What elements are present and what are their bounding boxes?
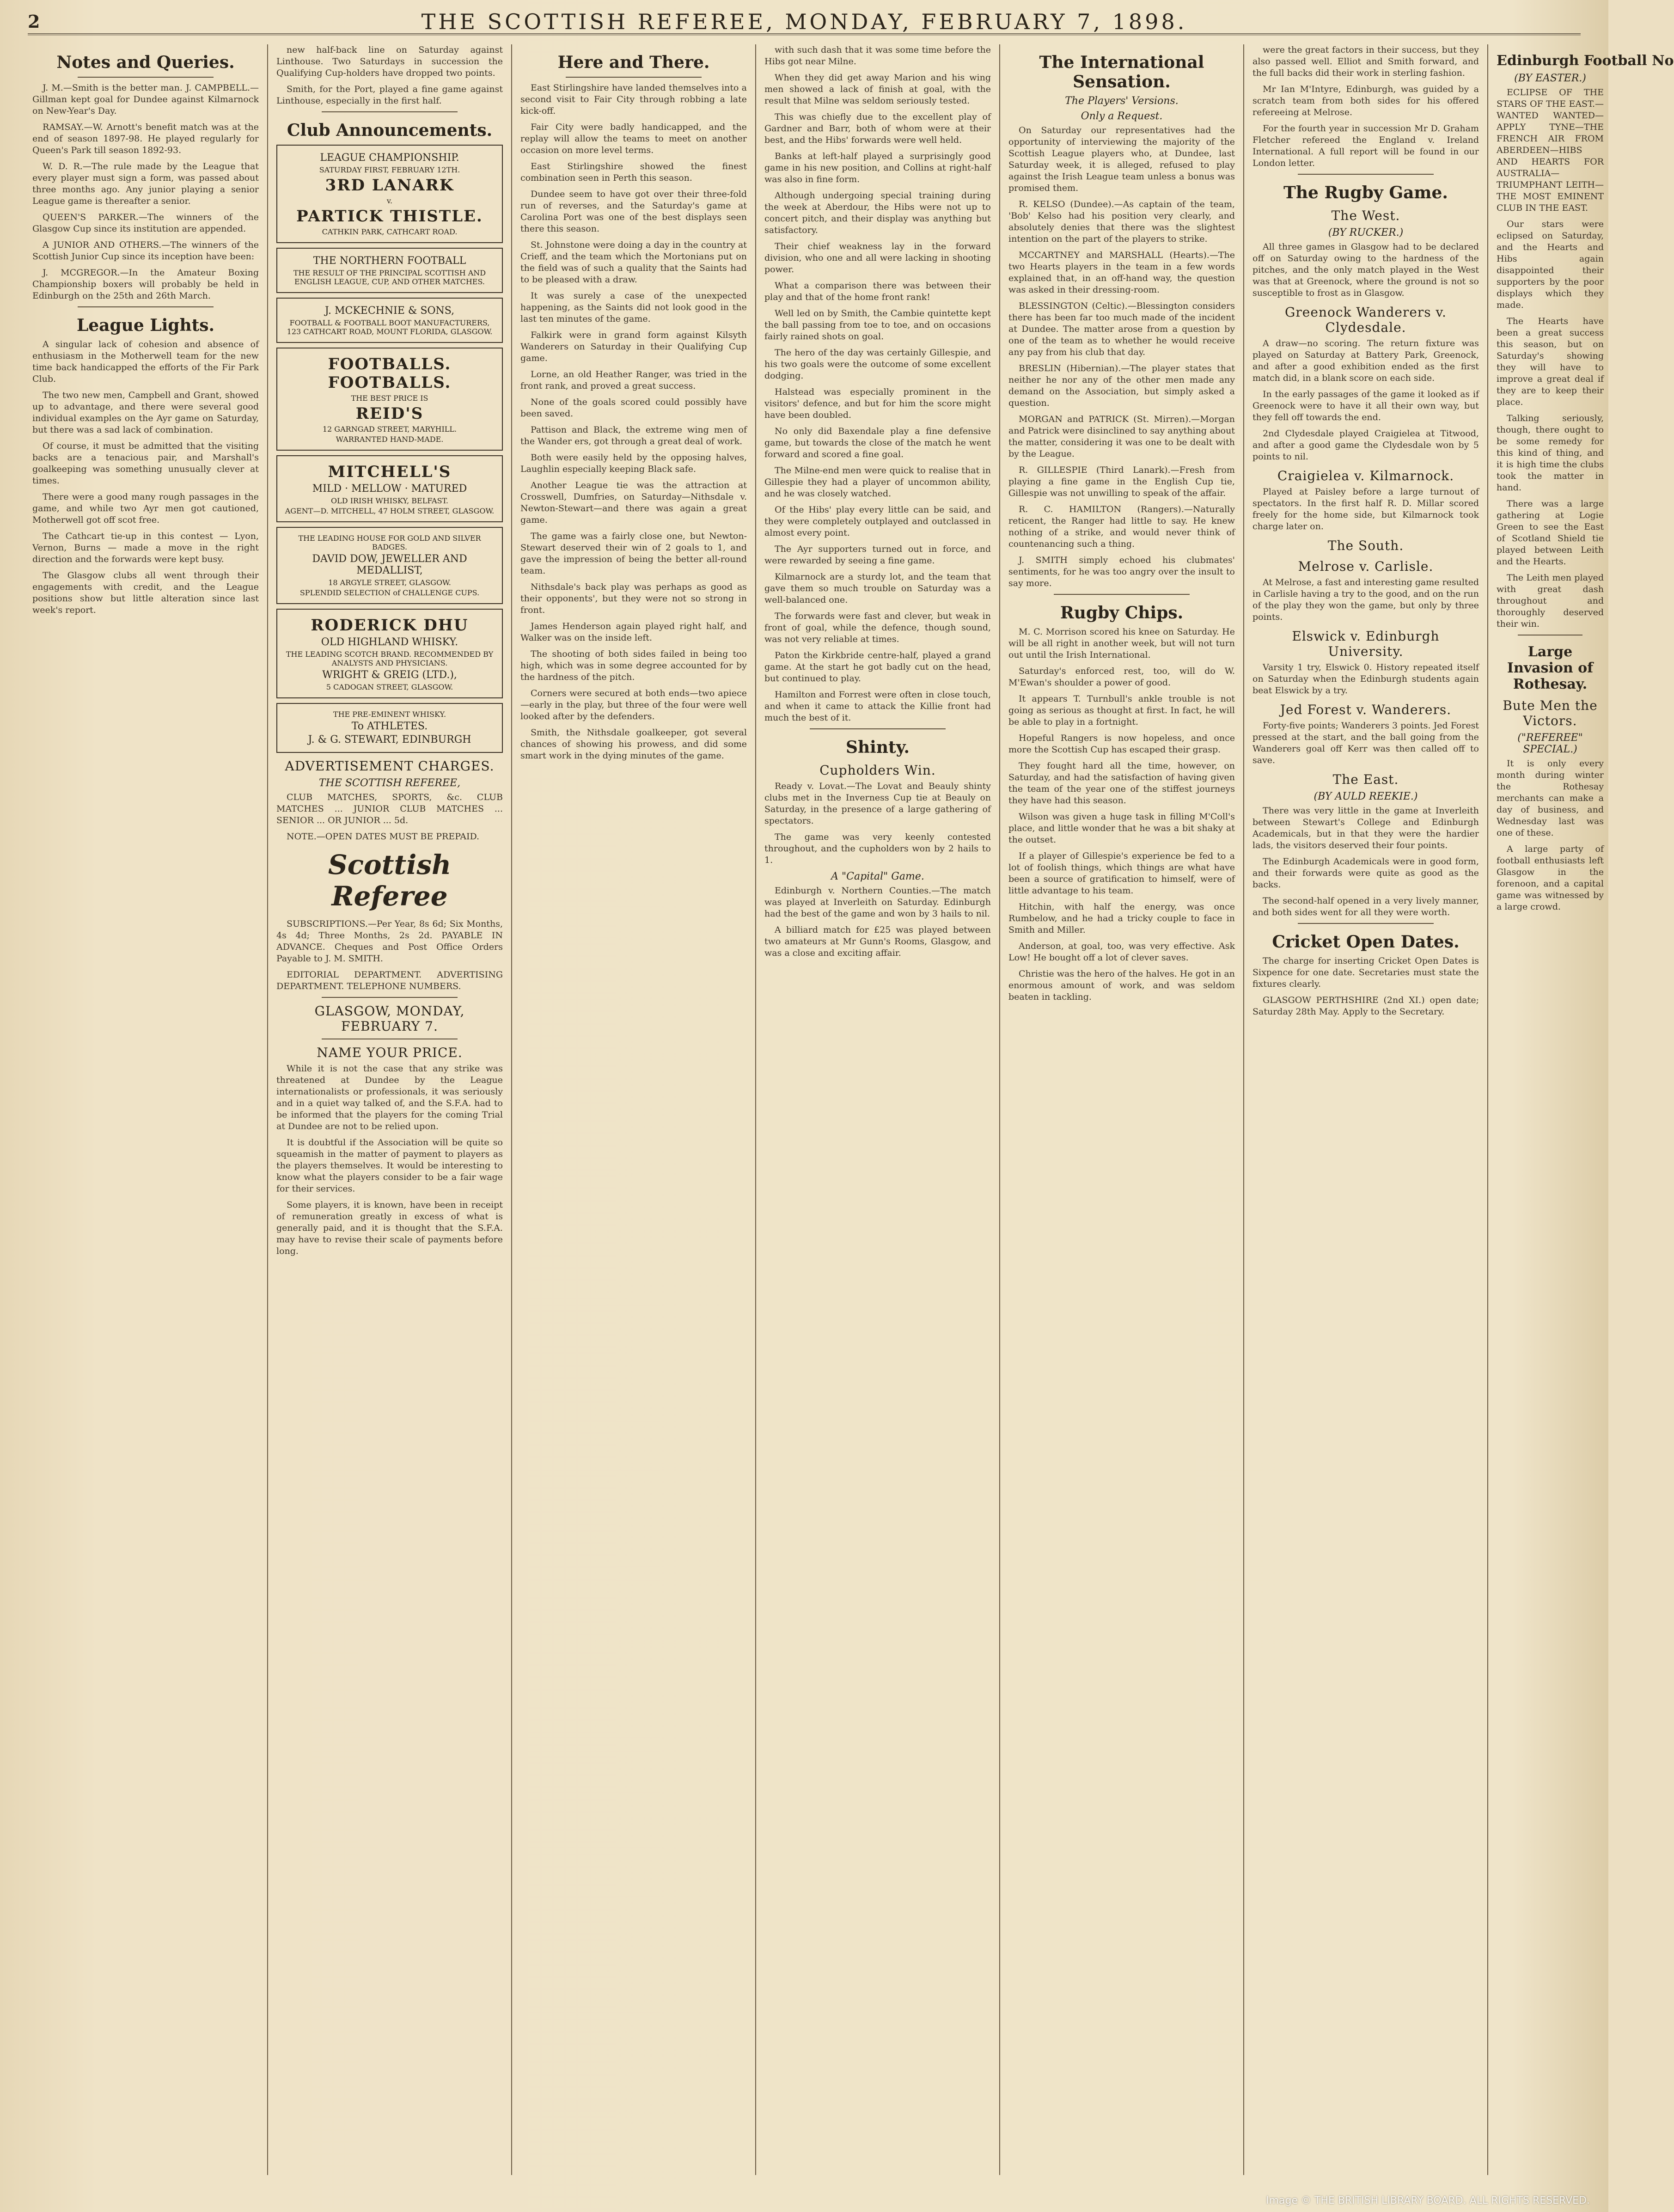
article-paragraph: Hamilton and Forrest were often in close touch, and when it came to attack the Killie front had much the best of it. <box>764 690 991 723</box>
ad-brand: J. & G. STEWART, EDINBURGH <box>308 734 471 745</box>
article-paragraph: A JUNIOR AND OTHERS.—The winners of the Scottish Junior Cup since its inception have been: <box>32 240 259 262</box>
ad-title: THE PRE-EMINENT WHISKY. <box>333 710 446 719</box>
match-heading: Jed Forest v. Wanderers. <box>1280 702 1452 717</box>
divider <box>78 306 214 307</box>
match-heading: Craigielea v. Kilmarnock. <box>1277 468 1454 483</box>
scottish-referee-logo: Scottish Referee <box>328 849 452 912</box>
section-heading: Large Invasion of Rothesay. <box>1507 644 1594 692</box>
byline: (BY EASTER.) <box>1514 73 1586 84</box>
section-subheading: Cupholders Win. <box>819 763 936 778</box>
article-paragraph: J. MCGREGOR.—In the Amateur Boxing Championship boxers will probably be held in Edinburgh on the 25th and 26th March. <box>32 268 259 301</box>
ad-agent: AGENT—D. MITCHELL, 47 HOLM STREET, GLASGOW. <box>285 507 495 515</box>
article-paragraph: Christie was the hero of the halves. He got in an enormous amount of work, and was seldom beaten in tackling. <box>1008 969 1235 1002</box>
article-paragraph: RAMSAY.—W. Arnott's benefit match was at the end of season 1897-98. He played regularly for Queen's Park till season 1892-93. <box>32 122 259 155</box>
section-heading: The International Sensation. <box>1039 53 1204 92</box>
ad-title: FOOTBALLS. FOOTBALLS. <box>328 355 452 392</box>
article-paragraph: If a player of Gillespie's experience be fed to a lot of foolish things, which things are what have been a source of gratification to himself, were of little advantage to his team. <box>1008 851 1235 896</box>
article-paragraph: Pattison and Black, the extreme wing men of the Wander ers, got through a great deal of work. <box>520 425 747 446</box>
column-3 <box>516 44 751 2175</box>
article-paragraph: When they did get away Marion and his wing men showed a lack of finish at goal, with the result that Milne was seldom seriously tested. <box>764 73 991 106</box>
article-paragraph: There were a good many rough passages in the game, and while two Ayr men got cautioned, Motherwell got off scot free. <box>32 492 259 525</box>
article-paragraph: 2nd Clydesdale played Craigielea at Titwood, and after a good game the Clydesdale won by 5 points to nil. <box>1252 428 1479 462</box>
article-paragraph: The shooting of both sides failed in being too high, which was in some degree accounted for by the hardness of the pitch. <box>520 649 747 682</box>
divider <box>810 728 946 729</box>
byline: (BY AULD REEKIE.) <box>1314 791 1418 802</box>
section-heading: Club Announcements. <box>287 121 493 140</box>
ad-slogan: MILD · MELLOW · MATURED <box>312 483 467 495</box>
ad-venue: CATHKIN PARK, CATHCART ROAD. <box>322 227 458 236</box>
divider <box>1298 923 1434 924</box>
article-paragraph: EDITORIAL DEPARTMENT. ADVERTISING DEPARTMENT. TELEPHONE NUMBERS. <box>276 970 503 991</box>
column-rule <box>1487 44 1488 2175</box>
article-paragraph: R. GILLESPIE (Third Lanark).—Fresh from playing a fine game in the English Cup tie, Gillespie was not unwilling to speak of the affair. <box>1008 465 1235 498</box>
article-paragraph: Some players, it is known, have been in receipt of remuneration greatly in excess of what is generally paid, and it is thought that the S.F.A. may have to revise their scale of payments before long. <box>276 1200 503 1256</box>
article-paragraph: The Ayr supporters turned out in force, and were rewarded by seeing a fine game. <box>764 544 991 566</box>
article-paragraph: The second-half opened in a very lively manner, and both sides went for all they were worth. <box>1252 896 1479 917</box>
article-paragraph: The game was very keenly contested throughout, and the cupholders won by 2 hails to 1. <box>764 832 991 865</box>
article-paragraph: A singular lack of cohesion and absence of enthusiasm in the Motherwell team for the new time back handicapped the efforts of the Fir Park Club. <box>32 339 259 384</box>
divider <box>1298 174 1434 175</box>
article-paragraph: Mr Ian M'Intyre, Edinburgh, was guided by a scratch team from both sides for his offered refereeing at Melrose. <box>1252 84 1479 117</box>
article-paragraph: NOTE.—OPEN DATES MUST BE PREPAID. <box>287 831 480 842</box>
article-paragraph: SUBSCRIPTIONS.—Per Year, 8s 6d; Six Months, 4s 4d; Three Months, 2s 2d. PAYABLE IN ADVANCE. Cheques and Post Office Orders Payable to J. M. SMITH. <box>276 919 503 964</box>
article-paragraph: The Hearts have been a great success this season, but on Saturday's showing they will have to improve a great deal if they are to keep their place. <box>1497 316 1604 407</box>
article-paragraph: At Melrose, a fast and interesting game resulted in Carlisle having a try to the good, and on the run of the play they won the game, but only by three points. <box>1252 577 1479 622</box>
masthead <box>28 8 1581 35</box>
ad-maker: WRIGHT & GREIG (LTD.), <box>322 669 457 681</box>
article-paragraph: St. Johnstone were doing a day in the country at Crieff, and the team which the Mortonians put on the field was of such a quality that the Saints had to be pleased with a draw. <box>520 240 747 285</box>
article-paragraph: new half-back line on Saturday against Linthouse. Two Saturdays in succession the Qualifying Cup-holders have dropped two points. <box>276 45 503 78</box>
column-rule <box>999 44 1000 2175</box>
article-paragraph: MORGAN and PATRICK (St. Mirren).—Morgan and Patrick were disinclined to say anything about the matter, considering it was one to be dealt with by the League. <box>1008 414 1235 459</box>
article-paragraph: This was chiefly due to the excellent play of Gardner and Barr, both of whom were at their best, and the Hibs' forwards were well held. <box>764 112 991 145</box>
ad-line: THE RESULT OF THE PRINCIPAL SCOTTISH AND ENGLISH LEAGUE, CUP, AND OTHER MATCHES. <box>293 269 486 286</box>
article-paragraph: Nithsdale's back play was perhaps as good as their opponents', but they were not so strong in front. <box>520 582 747 615</box>
section-subheading: The West. <box>1331 208 1400 223</box>
article-paragraph: James Henderson again played right half, and Walker was on the inside left. <box>520 621 747 643</box>
article-paragraph: Halstead was especially prominent in the visitors' defence, and but for him the score might have been doubled. <box>764 387 991 420</box>
article-paragraph: The hero of the day was certainly Gillespie, and his two goals were the outcome of some excellent dodging. <box>764 348 991 381</box>
advertisement <box>276 145 503 243</box>
article-paragraph: It was surely a case of the unexpected happening, as the Saints did not look good in the last ten minutes of the game. <box>520 291 747 324</box>
article-paragraph: They fought hard all the time, however, on Saturday, and had the satisfaction of having given the team of the year one of the stiffest journeys they have had this season. <box>1008 761 1235 806</box>
divider <box>322 997 458 998</box>
article-paragraph: Both were easily held by the opposing halves, Laughlin especially keeping Black safe. <box>520 452 747 474</box>
match-heading: Elswick v. Edinburgh University. <box>1292 629 1440 659</box>
article-paragraph: J. M.—Smith is the better man. J. CAMPBELL.—Gillman kept goal for Dundee against Kilmarnock on New-Year's Day. <box>32 83 259 116</box>
column-rule <box>755 44 756 2175</box>
article-paragraph: For the fourth year in succession Mr D. Graham Fletcher refereed the England v. Ireland International. A full report will be found in our London letter. <box>1252 123 1479 168</box>
divider <box>1054 594 1190 595</box>
ad-title: THE NORTHERN FOOTBALL <box>313 255 466 267</box>
article-paragraph: Falkirk were in grand form against Kilsyth Wanderers on Saturday in their Qualifying Cup game. <box>520 330 747 363</box>
article-paragraph: The two new men, Campbell and Grant, showed up to advantage, and there were several good individual examples on the Ayr game on Saturday, but there was a sad lack of combination. <box>32 390 259 435</box>
column-1 <box>28 44 263 2175</box>
article-paragraph: There was a large gathering at Logie Green to see the East of Scotland Shield tie played between Leith and the Hearts. <box>1497 499 1604 567</box>
article-paragraph: Hopeful Rangers is now hopeless, and once more the Scottish Cup has escaped their grasp. <box>1008 733 1235 755</box>
divider <box>566 77 702 78</box>
column-7 <box>1492 44 1674 2175</box>
section-heading: Cricket Open Dates. <box>1272 932 1460 952</box>
article-paragraph: Our stars were eclipsed on Saturday, and the Hearts and Hibs again disappointed their supporters by the poor displays which they made. <box>1497 219 1604 310</box>
article-paragraph: Hitchin, with half the energy, was once Rumbelow, and he had a tricky couple to face in Smith and Miller. <box>1008 902 1235 935</box>
ad-line: OLD IRISH WHISKY, BELFAST. <box>331 496 448 505</box>
article-paragraph: Another League tie was the attraction at Crosswell, Dumfries, on Saturday—Nithsdale v. Newton-Stewart—and there was again a great game. <box>520 480 747 525</box>
article-paragraph: Their chief weakness lay in the forward division, who one and all were lacking in shooting power. <box>764 241 991 275</box>
article-paragraph: Smith, the Nithsdale goalkeeper, got several chances of showing his prowess, and did some smart work in the dying minutes of the game. <box>520 727 747 761</box>
article-paragraph: East Stirlingshire showed the finest combination seen in Perth this season. <box>520 161 747 183</box>
article-paragraph: The Glasgow clubs all went through their engagements with credit, and the League positions show but little alteration since last week's report. <box>32 570 259 615</box>
article-paragraph: J. SMITH simply echoed his clubmates' sentiments, for he was too angry over the insult to say more. <box>1008 555 1235 588</box>
article-paragraph: Smith, for the Port, played a fine game against Linthouse, especially in the first half. <box>276 84 503 106</box>
ad-team: 3RD LANARK <box>325 176 454 195</box>
article-paragraph: The game was a fairly close one, but Newton-Stewart deserved their win of 2 goals to 1, and gave the impression of being the better all-round team. <box>520 531 747 576</box>
column-rule <box>267 44 268 2175</box>
column-2 <box>272 44 507 2175</box>
article-paragraph: Of course, it must be admitted that the visiting backs are a tenacious pair, and Marshall's goalkeeping was something unusually clever at times. <box>32 441 259 486</box>
ad-title: MITCHELL'S <box>328 463 452 481</box>
article-paragraph: Corners were secured at both ends—two apiece—early in the play, but three of the four were well looked after by the defenders. <box>520 688 747 721</box>
section-subheading: The Players' Versions. <box>1065 95 1179 107</box>
article-paragraph: A large party of football enthusiasts left Glasgow in the forenoon, and a capital game was witnessed by a large crowd. <box>1497 844 1604 912</box>
divider <box>322 111 458 112</box>
article-paragraph: In the early passages of the game it looked as if Greenock were to have it all their own way, but they fell off towards the end. <box>1252 389 1479 422</box>
article-paragraph: BLESSINGTON (Celtic).—Blessington considers there has been far too much made of the incident at Dundee. The matter arose from a question by one of the team as to whether he would receive any pay from his club that day. <box>1008 301 1235 357</box>
divider <box>78 77 214 78</box>
article-paragraph: M. C. Morrison scored his knee on Saturday. He will be all right in another week, but will not turn out until the Irish International. <box>1008 627 1235 660</box>
advertisement <box>276 248 503 293</box>
section-subheading: The South. <box>1327 538 1404 553</box>
advertisement <box>276 348 503 451</box>
ad-sub: To ATHLETES. <box>351 721 428 732</box>
ad-line: THE LEADING SCOTCH BRAND. RECOMMENDED BY ANALYSTS AND PHYSICIANS. <box>286 650 494 667</box>
ad-sub: OLD HIGHLAND WHISKY. <box>321 636 458 648</box>
article-paragraph: None of the goals scored could possibly have been saved. <box>520 397 747 419</box>
ad-versus: v. <box>386 196 393 205</box>
advertisement <box>276 455 503 522</box>
article-paragraph: Varsity 1 try, Elswick 0. History repeated itself on Saturday when the Edinburgh students again beat Elswick by a try. <box>1252 662 1479 696</box>
article-paragraph: Lorne, an old Heather Ranger, was tried in the front rank, and proved a great success. <box>520 369 747 391</box>
ad-address: 12 GARNGAD STREET, MARYHILL. <box>322 425 457 434</box>
section-subheading: THE SCOTTISH REFEREE, <box>318 777 461 789</box>
ad-note: WARRANTED HAND-MADE. <box>336 435 444 444</box>
article-paragraph: Forty-five points; Wanderers 3 points. Jed Forest pressed at the start, and the ball going from the Wanderers goal off Kerr was then called off to save. <box>1252 721 1479 765</box>
page-number: 2 <box>28 11 40 32</box>
section-heading: Here and There. <box>557 53 710 72</box>
ad-line: FOOTBALL & FOOTBALL BOOT MANUFACTURERS, 123 CATHCART ROAD, MOUNT FLORIDA, GLASGOW. <box>287 318 493 336</box>
article-paragraph: with such dash that it was some time before the Hibs got near Milne. <box>764 45 991 67</box>
article-paragraph: Edinburgh v. Northern Counties.—The match was played at Inverleith on Saturday. Edinburgh had the best of the game and won by 3 hails to nil. <box>764 886 991 919</box>
ad-brand: REID'S <box>355 404 424 423</box>
article-paragraph: The Milne-end men were quick to realise that in Gillespie they had a player of uncommon ability, and he was closely watched. <box>764 465 991 499</box>
ad-brand: DAVID DOW, JEWELLER AND MEDALLIST, <box>312 553 467 576</box>
article-paragraph: The Edinburgh Academicals were in good form, and their forwards were quite as good as the backs. <box>1252 856 1479 890</box>
article-paragraph: Saturday's enforced rest, too, will do W. M'Ewan's shoulder a power of good. <box>1008 666 1235 688</box>
match-heading: Melrose v. Carlisle. <box>1298 559 1434 574</box>
article-paragraph: GLASGOW PERTHSHIRE (2nd XI.) open date; Saturday 28th May. Apply to the Secretary. <box>1252 995 1479 1017</box>
section-heading: The Rugby Game. <box>1283 183 1448 202</box>
ad-title: LEAGUE CHAMPIONSHIP. <box>320 152 459 164</box>
article-paragraph: The Leith men played with great dash throughout and thoroughly deserved their win. <box>1497 573 1604 629</box>
article-paragraph: were the great factors in their success, but they also passed well. Elliot and Smith forward, and the full backs did their work in sterling fashion. <box>1252 45 1479 78</box>
section-heading: NAME YOUR PRICE. <box>317 1045 463 1060</box>
article-paragraph: The charge for inserting Cricket Open Dates is Sixpence for one date. Secretaries must state the fixtures clearly. <box>1252 956 1479 989</box>
advertisement <box>276 298 503 343</box>
article-paragraph: CLUB MATCHES, SPORTS, &c. CLUB MATCHES ... JUNIOR CLUB MATCHES ... SENIOR ... OR JUNIOR ... 5d. <box>276 792 503 825</box>
ad-address: 18 ARGYLE STREET, GLASGOW. <box>328 578 451 587</box>
newspaper-title: THE SCOTTISH REFEREE, MONDAY, FEBRUARY 7, 1898. <box>421 9 1187 34</box>
advertisement <box>276 703 503 753</box>
article-paragraph: BRESLIN (Hibernian).—The player states that neither he nor any of the other men made any demand on the Association, but simply asked a question. <box>1008 363 1235 408</box>
article-paragraph: Banks at left-half played a surprisingly good game in his new position, and Collins at right-half was also in fine form. <box>764 151 991 184</box>
article-paragraph: Well led on by Smith, the Cambie quintette kept the ball passing from toe to toe, and on occasions fairly rained shots on goal. <box>764 308 991 342</box>
section-heading: Edinburgh Football No <box>1497 53 1674 69</box>
article-paragraph: The Cathcart tie-up in this contest — Lyon, Vernon, Burns — made a move in the right direction and the forwards were kept busy. <box>32 531 259 564</box>
article-paragraph: A billiard match for £25 was played between two amateurs at Mr Gunn's Rooms, Glasgow, and was a close and exciting affair. <box>764 925 991 958</box>
column-5 <box>1004 44 1240 2175</box>
column-rule <box>1243 44 1244 2175</box>
copyright-watermark: Image © THE BRITISH LIBRARY BOARD. ALL RIGHTS RESERVED. <box>1266 2195 1590 2206</box>
ad-note: SPLENDID SELECTION of CHALLENGE CUPS. <box>299 588 480 597</box>
article-paragraph: R. KELSO (Dundee).—As captain of the team, 'Bob' Kelso had his position very clearly, and absolutely denies that there was the slightest intention on the part of the players to strike. <box>1008 199 1235 244</box>
article-paragraph: All three games in Glasgow had to be declared off on Saturday owing to the hardness of the pitches, and the only match played in the West was that at Greenock, where the ground is not so susceptible to frost as in Glasgow. <box>1252 242 1479 298</box>
article-paragraph: Of the Hibs' play every little can be said, and they were completely outplayed and outclassed in almost every point. <box>764 505 991 538</box>
article-paragraph: It appears T. Turnbull's ankle trouble is not going as serious as thought at first. In fact, he will be able to play in a fortnight. <box>1008 694 1235 727</box>
column-4 <box>760 44 996 2175</box>
article-paragraph: Kilmarnock are a sturdy lot, and the team that gave them so much trouble on Saturday was a well-balanced one. <box>764 572 991 605</box>
article-paragraph: It is only every month during winter the Rothesay merchants can make a day of business, and Wednesday last was one of these. <box>1497 758 1604 838</box>
ad-line: SATURDAY FIRST, FEBRUARY 12TH. <box>319 165 460 174</box>
article-paragraph: QUEEN'S PARKER.—The winners of the Glasgow Cup since its institution are appended. <box>32 212 259 234</box>
section-heading: ADVERTISEMENT CHARGES. <box>285 758 495 774</box>
section-heading: Shinty. <box>846 738 910 757</box>
article-paragraph: There was very little in the game at Inverleith between Stewart's College and Edinburgh Academicals, but in that they were the hardier lads, the visitors deserved their four points. <box>1252 806 1479 850</box>
article-paragraph: While it is not the case that any strike was threatened at Dundee by the League internationalists or professionals, it was seriously and in a quiet way talked of, and the S.F.A. had to be informed that the players for the coming Trial at Dundee are not to be relied upon. <box>276 1063 503 1131</box>
ad-title: THE LEADING HOUSE FOR GOLD AND SILVER BADGES. <box>298 534 481 551</box>
article-paragraph: Although undergoing special training during the week at Aberdour, the Hibs were not up to concert pitch, and their display was anything but satisfactory. <box>764 190 991 235</box>
article-paragraph: ECLIPSE OF THE STARS OF THE EAST.—WANTED WANTED—APPLY TYNE—THE FRENCH AIR FROM ABERDEEN—HIBS AND HEARTS FOR AUSTRALIA—TRIUMPHANT LEITH—THE MOST EMINENT CLUB IN THE EAST. <box>1497 87 1604 213</box>
article-paragraph: The forwards were fast and clever, but weak in front of goal, while the defence, though sound, was not very reliable at times. <box>764 611 991 644</box>
section-heading: League Lights. <box>76 316 215 335</box>
column-rule <box>511 44 512 2175</box>
section-heading: Notes and Queries. <box>56 53 235 72</box>
article-paragraph: Anderson, at goal, too, was very effective. Ask Low! He bought off a lot of clever saves. <box>1008 941 1235 963</box>
article-paragraph: R. C. HAMILTON (Rangers).—Naturally reticent, the Ranger had little to say. He knew nothing of a strike, and would never think of countenancing such a thing. <box>1008 504 1235 549</box>
column-6 <box>1248 44 1484 2175</box>
article-paragraph: W. D. R.—The rule made by the League that every player must sign a form, was passed about three months ago. Any junior playing a senior League game is thereafter a senior. <box>32 161 259 206</box>
article-paragraph: What a comparison there was between their play and that of the home front rank! <box>764 281 991 302</box>
ad-address: 5 CADOGAN STREET, GLASGOW. <box>326 683 453 691</box>
article-paragraph: Wilson was given a huge task in filling M'Coll's place, and little wonder that he was a bit shaky at the outset. <box>1008 812 1235 845</box>
byline: ("REFEREE" SPECIAL.) <box>1517 732 1583 755</box>
section-subheading: A "Capital" Game. <box>831 871 924 882</box>
article-paragraph: Played at Paisley before a large turnout of spectators. In the first half R. D. Millar scored freely for the home side, but Kilmarnock took charge later on. <box>1252 487 1479 532</box>
article-paragraph: Talking seriously, though, there ought to be some remedy for this kind of thing, and it is high time the clubs took the matter in hand. <box>1497 413 1604 493</box>
article-paragraph: Dundee seem to have got over their three-fold run of reverses, and the Saturday's game at Carolina Port was one of the best displays seen there this season. <box>520 189 747 234</box>
article-paragraph: A draw—no scoring. The return fixture was played on Saturday at Battery Park, Greenock, and after a good exhibition ended as the first match did, in a blank score on each side. <box>1252 338 1479 383</box>
article-paragraph: No only did Baxendale play a fine defensive game, but towards the close of the match he went forward and scored a fine goal. <box>764 426 991 459</box>
article-paragraph: Fair City were badly handicapped, and the replay will allow the teams to meet on another occasion on more level terms. <box>520 122 747 155</box>
section-heading: Rugby Chips. <box>1060 603 1184 623</box>
section-subheading: Bute Men the Victors. <box>1503 698 1598 728</box>
advertisement <box>276 609 503 698</box>
section-subheading: Only a Request. <box>1081 110 1163 122</box>
ad-title: RODERICK DHU <box>311 616 469 635</box>
match-heading: Greenock Wanderers v. Clydesdale. <box>1285 305 1447 335</box>
advertisement <box>276 527 503 604</box>
section-subheading: The East. <box>1332 772 1399 787</box>
byline: (BY RUCKER.) <box>1328 227 1404 238</box>
ad-team: PARTICK THISTLE. <box>296 207 483 226</box>
article-paragraph: MCCARTNEY and MARSHALL (Hearts).—The two Hearts players in the team in a few words explained that, in an off-hand way, the question was asked in their dressing-room. <box>1008 250 1235 295</box>
article-paragraph: Ready v. Lovat.—The Lovat and Beauly shinty clubs met in the Inverness Cup tie at Beauly on Saturday, in the presence of a large gathering of spectators. <box>764 781 991 826</box>
article-paragraph: It is doubtful if the Association will be quite so squeamish in the matter of payment to players as the players themselves. It would be interesting to know what the players consider to be a fair wage for their services. <box>276 1137 503 1194</box>
article-paragraph: Paton the Kirkbride centre-half, played a grand game. At the start he got badly cut on the head, but continued to play. <box>764 650 991 684</box>
ad-title: J. MCKECHNIE & SONS, <box>324 305 455 317</box>
ad-line: THE BEST PRICE IS <box>351 394 428 403</box>
article-paragraph: On Saturday our representatives had the opportunity of interviewing the majority of the Scottish League players who, at Dundee, last Saturday week, it is alleged, refused to play against the Irish League team unless a bonus was promised them. <box>1008 125 1235 193</box>
dateline: GLASGOW, MONDAY, FEBRUARY 7. <box>314 1003 465 1034</box>
article-paragraph: East Stirlingshire have landed themselves into a second visit to Fair City through robbing a late kick-off. <box>520 83 747 116</box>
